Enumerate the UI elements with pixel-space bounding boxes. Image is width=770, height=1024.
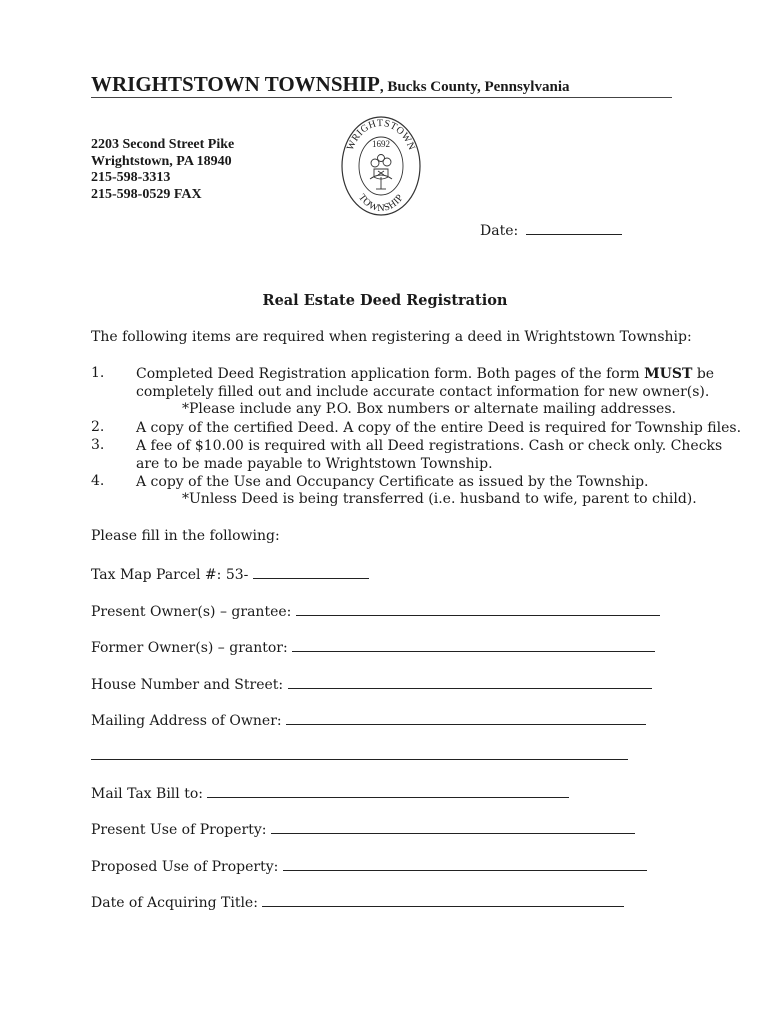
date-input-line[interactable]: [526, 220, 622, 235]
item-note: *Unless Deed is being transferred (i.e. husband to wife, parent to child).: [182, 491, 697, 507]
present-owner-field[interactable]: [91, 601, 660, 620]
proposed-use-label: Proposed Use of Property:: [91, 859, 279, 875]
item-emphasis: MUST: [644, 366, 693, 382]
address-street: 2203 Second Street Pike: [91, 137, 235, 152]
seal-bottom-text: TOWNSHIP: [355, 192, 407, 215]
mail-tax-bill-label: Mail Tax Bill to:: [91, 786, 203, 802]
present-use-field[interactable]: [91, 819, 635, 838]
tax-map-label: Tax Map Parcel #: 53-: [91, 567, 249, 583]
item-text: are to be made payable to Wrightstown Township.: [136, 456, 493, 472]
address-phone: 215-598-3313: [91, 170, 171, 185]
proposed-use-field[interactable]: [91, 856, 647, 875]
present-use-label: Present Use of Property:: [91, 822, 267, 838]
seal-year: 1692: [372, 139, 390, 149]
fill-prompt: Please fill in the following:: [91, 528, 280, 544]
list-item: [136, 365, 714, 383]
date-acquiring-field[interactable]: [91, 892, 624, 911]
mailing-address-label: Mailing Address of Owner:: [91, 713, 282, 729]
page-title: Real Estate Deed Registration: [262, 292, 508, 309]
date-acquiring-label: Date of Acquiring Title:: [91, 895, 258, 911]
mailing-address-second-line[interactable]: [91, 759, 628, 760]
mail-tax-bill-field[interactable]: [91, 783, 569, 802]
item-number: 4.: [91, 473, 105, 489]
former-owner-label: Former Owner(s) – grantor:: [91, 640, 288, 656]
address-city: Wrightstown, PA 18940: [91, 153, 232, 169]
present-use-input-line[interactable]: [271, 819, 635, 834]
header-rule: [91, 97, 672, 98]
item-text: be: [692, 366, 715, 382]
present-owner-label: Present Owner(s) – grantee:: [91, 604, 292, 620]
tax-map-field[interactable]: [91, 564, 369, 583]
house-street-field[interactable]: [91, 674, 652, 693]
item-text: Completed Deed Registration application form. Both pages of the form: [136, 366, 645, 382]
present-owner-input-line[interactable]: [296, 601, 660, 616]
mail-tax-bill-input-line[interactable]: [207, 783, 569, 798]
date-label: Date:: [480, 223, 519, 239]
item-text: A copy of the certified Deed. A copy of the entire Deed is required for Township files.: [136, 420, 742, 436]
mailing-address-input-line[interactable]: [286, 710, 646, 725]
house-street-label: House Number and Street:: [91, 677, 284, 693]
item-number: 2.: [91, 419, 105, 435]
township-name: WRIGHTSTOWN TOWNSHIP: [91, 72, 380, 96]
address-block: [91, 137, 234, 203]
township-location: , Bucks County, Pennsylvania: [379, 79, 570, 95]
item-text: A fee of $10.00 is required with all Deed registrations. Cash or check only. Checks: [136, 438, 723, 454]
date-acquiring-input-line[interactable]: [262, 892, 624, 907]
item-number: 3.: [91, 437, 105, 453]
township-seal: [340, 115, 422, 217]
item-text: completely filled out and include accurate contact information for new owner(s).: [136, 384, 710, 400]
mailing-address-field[interactable]: [91, 710, 646, 729]
seal-tree-icon: [370, 155, 392, 190]
house-street-input-line[interactable]: [288, 674, 652, 689]
former-owner-field[interactable]: [91, 637, 655, 656]
seal-top-text: WRIGHTSTOWN: [344, 117, 418, 153]
address-fax: 215-598-0529 FAX: [91, 186, 202, 202]
proposed-use-input-line[interactable]: [283, 856, 647, 871]
date-field[interactable]: [480, 220, 622, 239]
tax-map-input-line[interactable]: [253, 564, 369, 579]
item-number: 1.: [91, 365, 105, 381]
former-owner-input-line[interactable]: [292, 637, 655, 652]
item-note: *Please include any P.O. Box numbers or alternate mailing addresses.: [182, 401, 676, 417]
item-text: A copy of the Use and Occupancy Certificate as issued by the Township.: [136, 474, 649, 490]
intro-text: The following items are required when registering a deed in Wrightstown Township:: [91, 329, 692, 345]
township-header: [91, 72, 569, 97]
